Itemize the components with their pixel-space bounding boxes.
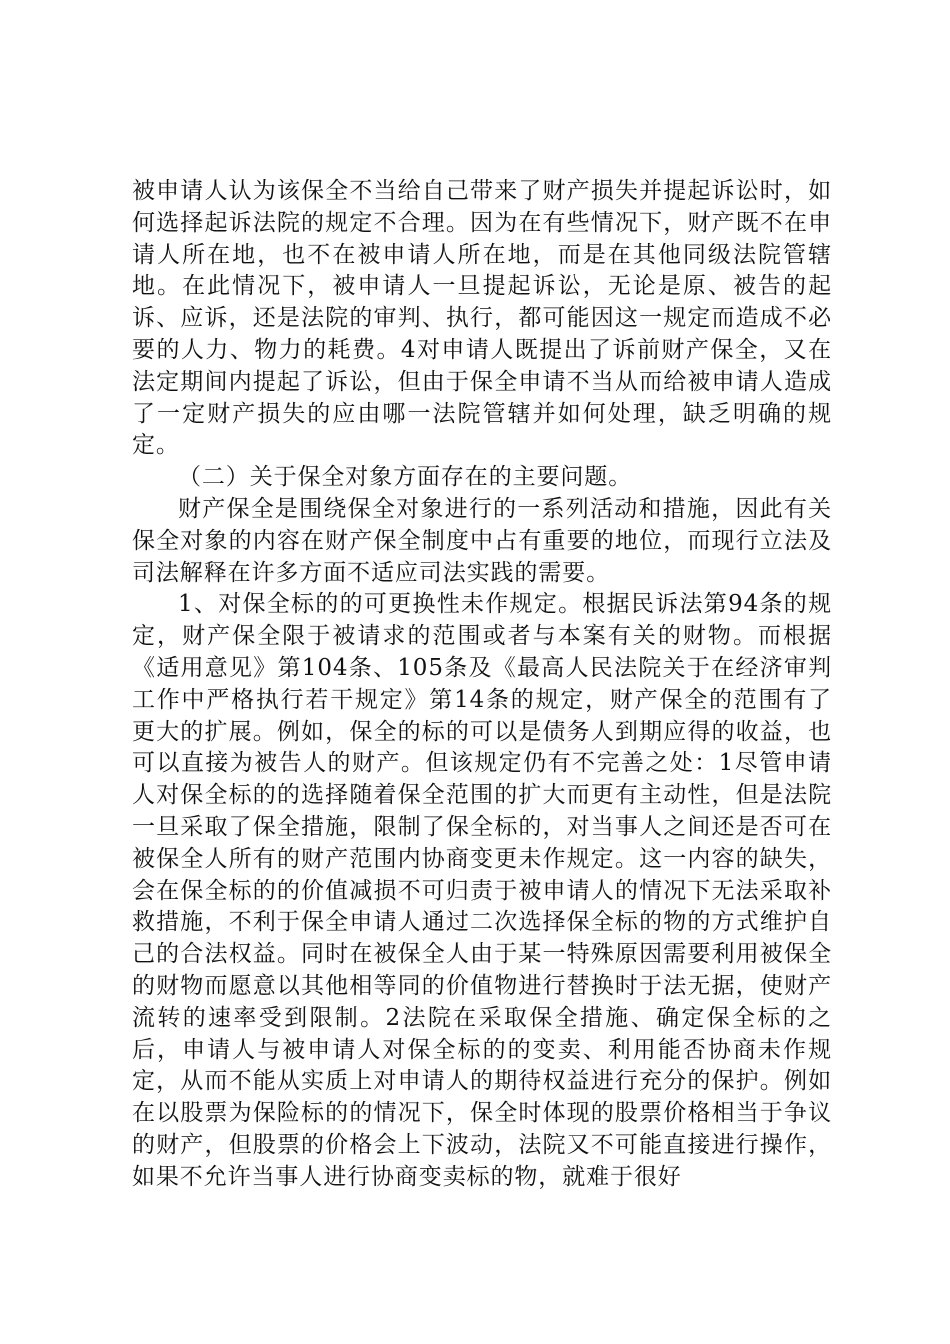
- paragraph-intro: 财产保全是围绕保全对象进行的一系列活动和措施，因此有关保全对象的内容在财产保全制度中占有重要的地位，而现行立法及司法解释在许多方面不适应司法实践的需要。: [132, 495, 832, 586]
- paragraph-continuation: 被申请人认为该保全不当给自己带来了财产损失并提起诉讼时，如何选择起诉法院的规定不合理。因为在有些情况下，财产既不在申请人所在地，也不在被申请人所在地，而是在其他同级法院管辖地。在此情况下，被申请人一旦提起诉讼，无论是原、被告的起诉、应诉，还是法院的审判、执行，都可能因这一规定而造成不必要的人力、物力的耗费。4对申请人既提出了诉前财产保全，又在法定期间内提起了诉讼，但由于保全申请不当从而给被申请人造成了一定财产损失的应由哪一法院管辖并如何处理，缺乏明确的规定。: [132, 178, 832, 459]
- paragraph-point-1: 1、对保全标的的可更换性未作规定。根据民诉法第94条的规定，财产保全限于被请求的范围或者与本案有关的财物。而根据《适用意见》第104条、105条及《最高人民法院关于在经济审判工作中严格执行若干规定》第14条的规定，财产保全的范围有了更大的扩展。例如，保全的标的可以是债务人到期应得的收益，也可以直接为被告人的财产。但该规定仍有不完善之处：1尽管申请人对保全标的的选择随着保全范围的扩大而更有主动性，但是法院一旦采取了保全措施，限制了保全标的，对当事人之间还是否可在被保全人所有的财产范围内协商变更未作规定。这一内容的缺失，会在保全标的的价值减损不可归责于被申请人的情况下无法采取补救措施，不利于保全申请人通过二次选择保全标的物的方式维护自己的合法权益。同时在被保全人由于某一特殊原因需要利用被保全的财物而愿意以其他相等同的价值物进行替换时于法无据，使财产流转的速率受到限制。2法院在采取保全措施、确定保全标的之后，申请人与被申请人对保全标的的变卖、利用能否协商未作规定，从而不能从实质上对申请人的期待权益进行充分的保护。例如在以股票为保险标的的情况下，保全时体现的股票价格相当于争议的财产，但股票的价格会上下波动，法院又不可能直接进行操作，如果不允许当事人进行协商变卖标的物，就难于很好: [132, 591, 832, 1190]
- section-heading: （二）关于保全对象方面存在的主要问题。: [178, 464, 633, 491]
- body-text: [132, 176, 832, 1194]
